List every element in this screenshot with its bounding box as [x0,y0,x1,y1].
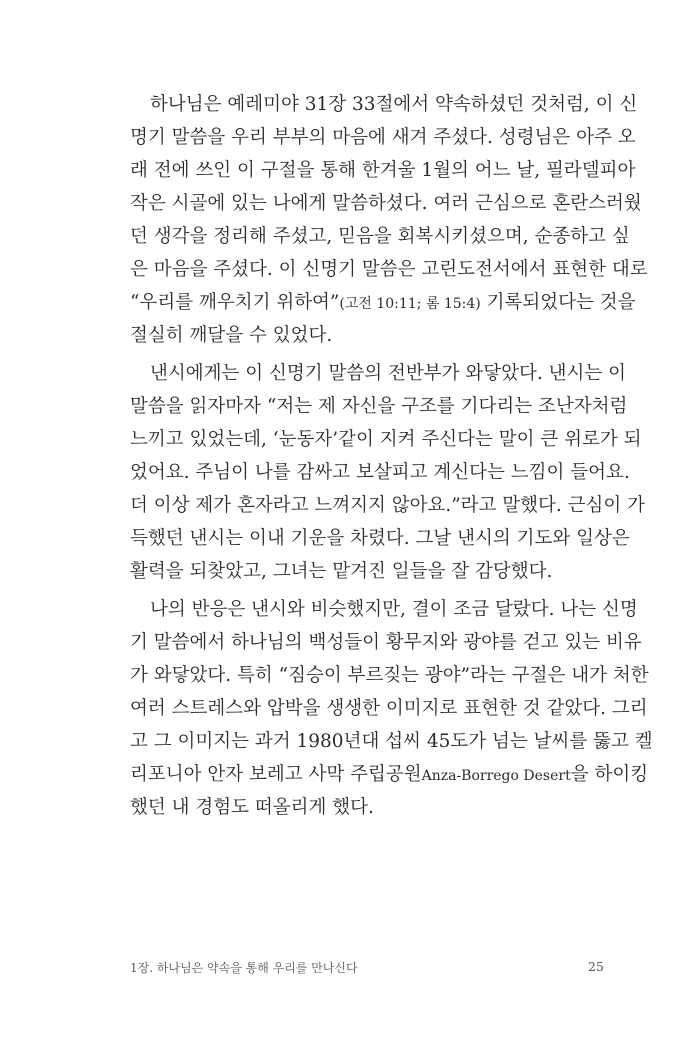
scripture-reference: (고전 10:11; 롬 15:4) [339,296,481,312]
paragraph-1-line-4: 작은 시골에 있는 나에게 말씀하셨다. 여러 근심으로 혼란스러웠 [130,193,642,214]
paragraph-1-line-3: 래 전에 쓰인 이 구절을 통해 한겨울 1월의 어느 날, 필라델피아 [130,160,636,181]
paragraph-2-line-6: 득했던 낸시는 이내 기운을 차렸다. 그날 낸시의 기도와 일상은 [130,528,630,549]
paragraph-2-line-3: 느끼고 있었는데, ‘눈동자’같이 지켜 주신다는 말이 큰 위로가 되 [130,429,642,450]
paragraph-3-line-1: 나의 반응은 낸시와 비슷했지만, 결이 조금 달랐다. 나는 신명 [150,599,638,620]
line-head: 리포니아 안자 보레고 사막 주립공원 [130,764,422,785]
running-footer-chapter: 1장. 하나님은 약속을 통해 우리를 만나신다 [130,961,358,975]
paragraph-1-line-8: 절실히 깨달을 수 있었다. [130,325,333,346]
paragraph-3-line-5: 고 그 이미지는 과거 1980년대 섭씨 45도가 넘는 날씨를 뚫고 켈 [130,731,653,752]
line-tail: 을 하이킹 [570,764,649,785]
paragraph-1-line-1: 하나님은 예레미야 31장 33절에서 약속하셨던 것처럼, 이 신 [150,94,638,115]
paragraph-1-line-5: 던 생각을 정리해 주셨고, 믿음을 회복시키셨으며, 순종하고 싶 [130,226,630,247]
paragraph-2-line-1: 낸시에게는 이 신명기 말씀의 전반부가 와닿았다. 낸시는 이 [150,363,626,384]
paragraph-1-line-2: 명기 말씀을 우리 부부의 마음에 새겨 주셨다. 성령님은 아주 오 [130,127,636,148]
paragraph-3-line-3: 가 와닿았다. 특히 “짐승이 부르짖는 광야”라는 구절은 내가 처한 [130,665,649,686]
paragraph-3-line-6 [130,764,648,787]
paragraph-2-line-7: 활력을 되찾았고, 그녀는 맡겨진 일들을 잘 감당했다. [130,561,553,582]
paragraph-3-line-2: 기 말씀에서 하나님의 백성들이 황무지와 광야를 걷고 있는 비유 [130,632,642,653]
paragraph-2-line-4: 었어요. 주님이 나를 감싸고 보살피고 계신다는 느낌이 들어요. [130,462,630,483]
paragraph-3-line-7: 했던 내 경험도 떠올리게 했다. [130,797,374,818]
paragraph-2-line-2: 말씀을 읽자마자 “저는 제 자신을 구조를 기다리는 조난자처럼 [130,396,628,417]
paragraph-1-line-6: 은 마음을 주셨다. 이 신명기 말씀은 고린도전서에서 표현한 대로 [130,259,648,280]
quote-text: “우리를 깨우치기 위하여” [130,292,340,313]
paragraph-2-line-5: 더 이상 제가 혼자라고 느껴지지 않아요.”라고 말했다. 근심이 가 [130,495,646,516]
paragraph-1-line-7 [130,292,635,315]
english-place-name: Anza-Borrego Desert [421,768,571,784]
page-number: 25 [588,959,604,974]
line-tail: 기록되었다는 것을 [480,292,636,313]
paragraph-3-line-4: 여러 스트레스와 압박을 생생한 이미지로 표현한 것 같았다. 그리 [130,698,648,719]
